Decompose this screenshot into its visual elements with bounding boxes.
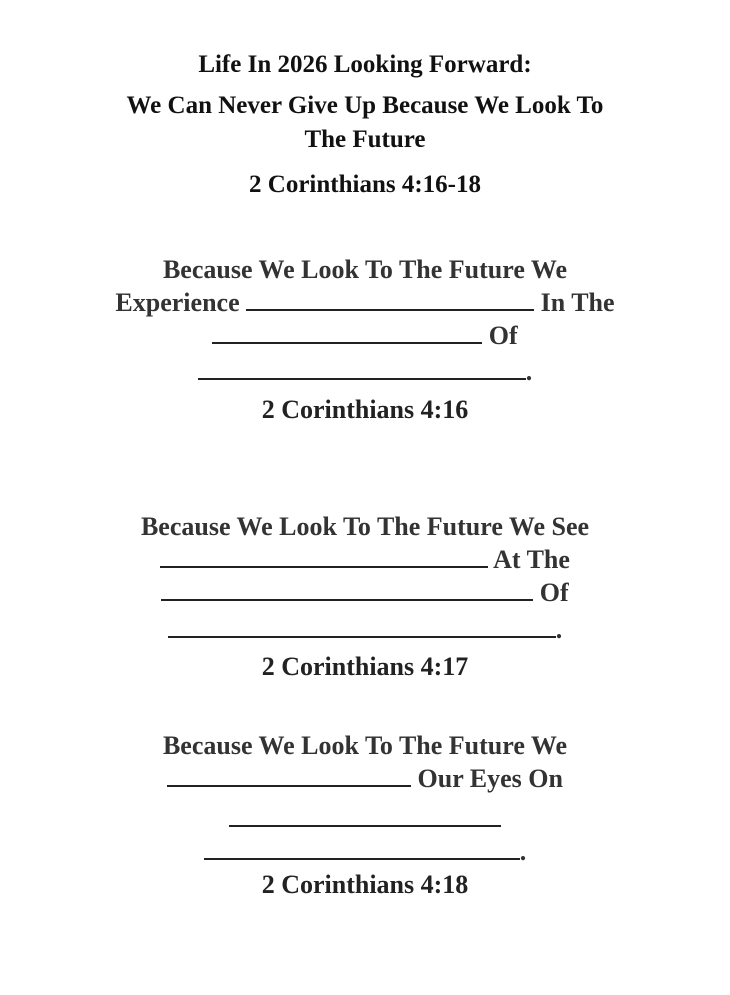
point2-line-3-suffix: Of [539,578,569,607]
point3-reference: 2 Corinthians 4:18 [261,870,469,899]
point3-line-4 [0,836,730,868]
point2-line-3 [0,577,730,609]
scripture-reference: 2 Corinthians 4:16-18 [249,171,481,198]
page-title-line-2: We Can Never Give Up Because We Look To [126,92,604,119]
point1-line-3-suffix: Of [488,321,518,350]
page-title-line-3: The Future [304,126,426,153]
point2-line-4 [0,614,730,646]
fill-in-blank[interactable] [246,287,534,311]
point2-line-1: Because We Look To The Future We See [140,512,590,541]
fill-in-blank[interactable] [229,803,501,827]
point2-line-4-suffix: . [555,615,563,644]
point2-line-2-suffix: At The [493,545,570,574]
point2-reference: 2 Corinthians 4:17 [261,652,469,681]
point3-line-3 [0,803,730,835]
point3-line-4-suffix: . [519,837,527,866]
fill-in-blank[interactable] [160,544,488,568]
point1-line-2-suffix: In The [540,288,615,317]
point2-line-2 [0,544,730,576]
fill-in-blank[interactable] [168,614,556,638]
fill-in-blank[interactable] [167,763,411,787]
point1-line-4 [0,356,730,388]
fill-in-blank[interactable] [161,577,533,601]
page-title-line-1: Life In 2026 Looking Forward: [198,51,532,78]
point1-reference: 2 Corinthians 4:16 [261,395,469,424]
fill-in-blank[interactable] [198,356,526,380]
point1-line-4-suffix: . [525,357,533,386]
fill-in-blank[interactable] [204,836,520,860]
point3-line-2 [0,763,730,795]
fill-in-blank[interactable] [212,320,482,344]
point1-line-2-prefix: Experience [115,288,240,317]
point1-line-3 [0,320,730,352]
point3-line-2-suffix: Our Eyes On [417,764,563,793]
point1-line-1: Because We Look To The Future We [162,255,568,284]
point1-line-2 [0,287,730,319]
point3-line-1: Because We Look To The Future We [162,731,568,760]
